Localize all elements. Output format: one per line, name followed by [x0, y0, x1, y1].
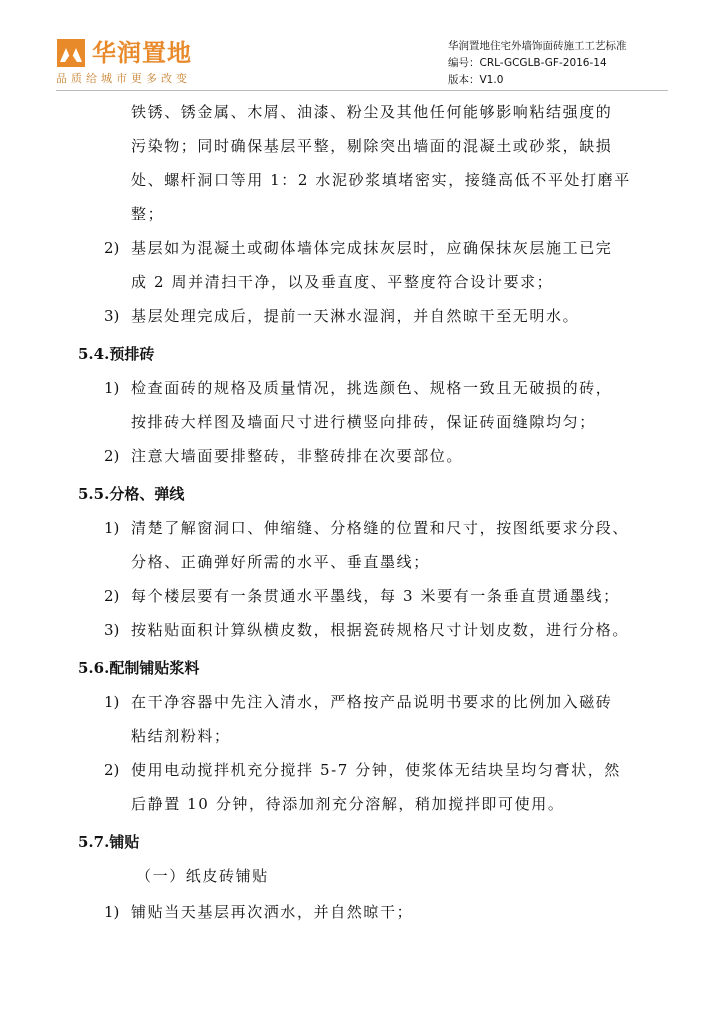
- section-heading: 5.6.配制铺贴浆料: [78, 659, 200, 677]
- list-item-text: 在干净容器中先注入清水，严格按产品说明书要求的比例加入磁砖: [131, 693, 613, 711]
- list-number: 1): [104, 519, 120, 537]
- list-number: 3): [104, 307, 120, 325]
- paragraph-line: 铁锈、锈金属、木屑、油漆、粉尘及其他任何能够影响粘结强度的: [131, 103, 613, 121]
- document-version: 版本：V1.0: [448, 74, 504, 86]
- paragraph-line: 污染物；同时确保基层平整，剔除突出墙面的混凝土或砂浆，缺损: [131, 137, 613, 155]
- list-item-text: 使用电动搅拌机充分搅拌 5-7 分钟，使浆体无结块呈均匀膏状，然: [131, 761, 621, 779]
- list-item-text: 后静置 10 分钟，待添加剂充分溶解，稍加搅拌即可使用。: [131, 795, 565, 813]
- header-divider: [56, 90, 668, 91]
- list-item-text: 基层处理完成后，提前一天淋水湿润，并自然晾干至无明水。: [131, 307, 580, 325]
- company-slogan: 品质给城市更多改变: [56, 72, 191, 85]
- section-heading: 5.4.预排砖: [78, 345, 155, 363]
- list-number: 3): [104, 621, 120, 639]
- list-item-text: 清楚了解窗洞口、伸缩缝、分格缝的位置和尺寸，按图纸要求分段、: [131, 519, 630, 537]
- document-meta: [448, 38, 627, 89]
- list-number: 2): [104, 761, 120, 779]
- company-logo-icon: [56, 38, 86, 68]
- list-item-text: 粘结剂粉料；: [131, 727, 231, 745]
- list-item-text: 按排砖大样图及墙面尺寸进行横竖向排砖，保证砖面缝隙均匀；: [131, 413, 596, 431]
- list-number: 2): [104, 239, 120, 257]
- list-item-text: 每个楼层要有一条贯通水平墨线，每 3 米要有一条垂直贯通墨线；: [131, 587, 620, 605]
- list-item-text: 分格、正确弹好所需的水平、垂直墨线；: [131, 553, 430, 571]
- list-item-text: 检查面砖的规格及质量情况，挑选颜色、规格一致且无破损的砖，: [131, 379, 613, 397]
- paragraph-line: 处、螺杆洞口等用 1：2 水泥砂浆填堵密实，接缝高低不平处打磨平: [131, 171, 631, 189]
- list-item-text: 成 2 周并清扫干净，以及垂直度、平整度符合设计要求；: [131, 273, 554, 291]
- list-number: 1): [104, 903, 120, 921]
- section-heading: 5.7.铺贴: [78, 833, 140, 851]
- list-item-text: 铺贴当天基层再次洒水，并自然晾干；: [131, 903, 414, 921]
- list-number: 1): [104, 693, 120, 711]
- list-number: 2): [104, 587, 120, 605]
- list-item-text: 基层如为混凝土或砌体墙体完成抹灰层时，应确保抹灰层施工已完: [131, 239, 613, 257]
- paragraph-line: 整；: [131, 205, 165, 223]
- list-item-text: 按粘贴面积计算纵横皮数，根据瓷砖规格尺寸计划皮数，进行分格。: [131, 621, 630, 639]
- list-number: 1): [104, 379, 120, 397]
- subsection-heading: （一）纸皮砖铺贴: [136, 867, 269, 885]
- section-heading: 5.5.分格、弹线: [78, 485, 185, 503]
- company-name: 华润置地: [92, 39, 192, 67]
- company-logo: [56, 38, 192, 86]
- document-title: 华润置地住宅外墙饰面砖施工工艺标准: [448, 40, 627, 52]
- list-item-text: 注意大墙面要排整砖，非整砖排在次要部位。: [131, 447, 464, 465]
- list-number: 2): [104, 447, 120, 465]
- document-number: 编号：CRL-GCGLB-GF-2016-14: [448, 57, 607, 69]
